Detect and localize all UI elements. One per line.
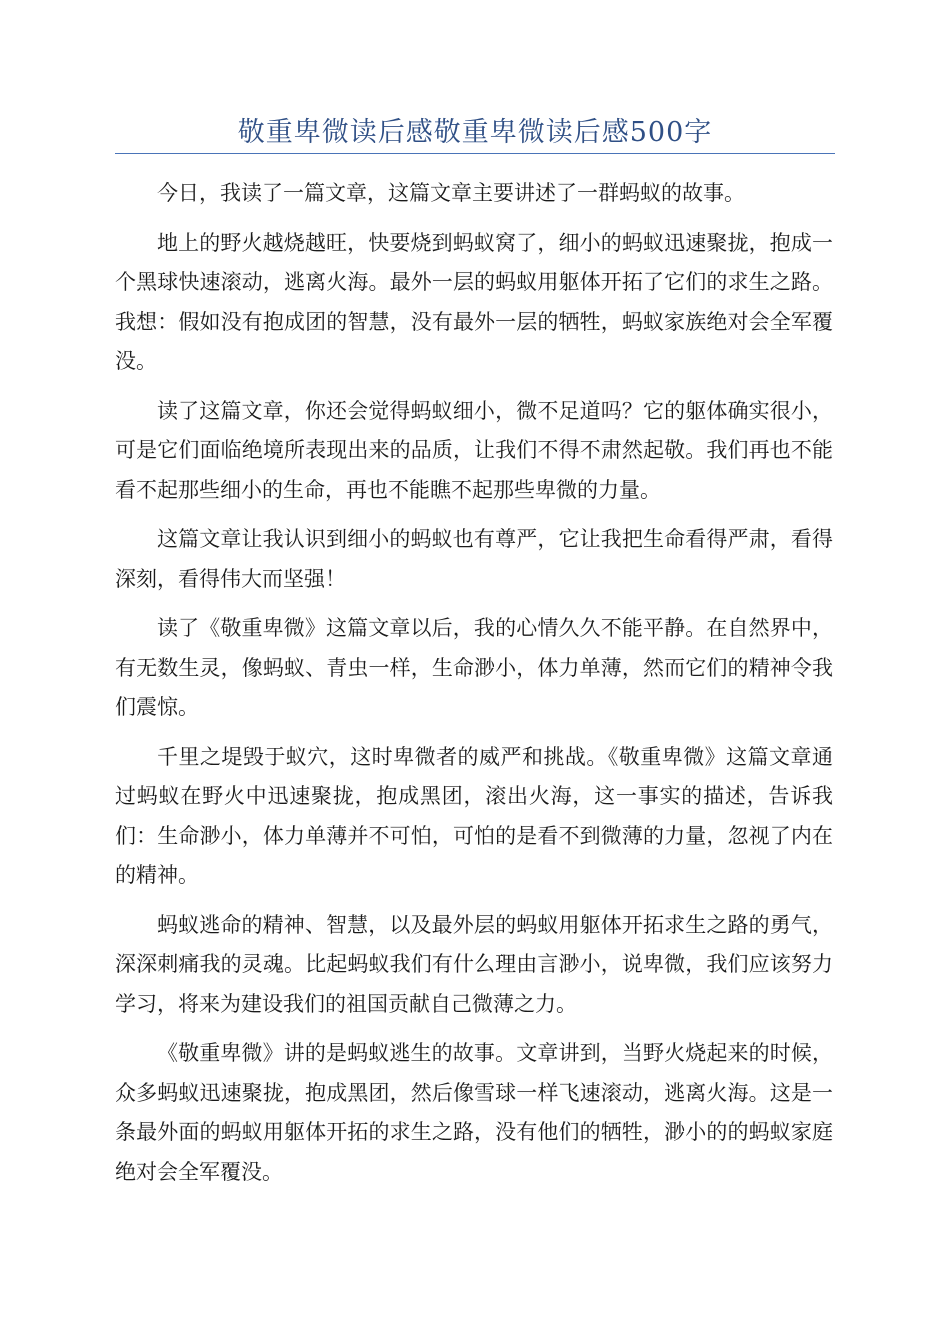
title-underline [115,153,835,154]
article-body [115,174,833,1202]
paragraph: 蚂蚁逃命的精神、智慧，以及最外层的蚂蚁用躯体开拓求生之路的勇气，深深刺痛我的灵魂。比起蚂蚁我们有什么理由言渺小，说卑微，我们应该努力学习，将来为建设我们的祖国贡献自己微薄之力。 [115,912,833,1016]
paragraph: 读了《敬重卑微》这篇文章以后，我的心情久久不能平静。在自然界中，有无数生灵，像蚂蚁、青虫一样，生命渺小，体力单薄，然而它们的精神令我们震惊。 [115,616,833,719]
paragraph: 读了这篇文章，你还会觉得蚂蚁细小，微不足道吗？它的躯体确实很小，可是它们面临绝境所表现出来的品质，让我们不得不肃然起敬。我们再也不能看不起那些细小的生命，再也不能瞧不起那些卑微的力量。 [115,398,833,502]
paragraph: 千里之堤毁于蚁穴，这时卑微者的威严和挑战。《敬重卑微》这篇文章通过蚂蚁在野火中迅速聚拢，抱成黑团，滚出火海，这一事实的描述，告诉我们：生命渺小，体力单薄并不可怕，可怕的是看不到微薄的力量，忽视了内在的精神。 [115,744,833,887]
paragraph: 地上的野火越烧越旺，快要烧到蚂蚁窝了，细小的蚂蚁迅速聚拢，抱成一个黑球快速滚动，逃离火海。最外一层的蚂蚁用躯体开拓了它们的求生之路。我想：假如没有抱成团的智慧，没有最外一层的牺牲，蚂蚁家族绝对会全军覆没。 [115,230,833,373]
paragraph: 这篇文章让我认识到细小的蚂蚁也有尊严，它让我把生命看得严肃，看得深刻，看得伟大而坚强！ [115,527,833,591]
page-title: 敬重卑微读后感敬重卑微读后感500字 [237,117,713,148]
paragraph: 《敬重卑微》讲的是蚂蚁逃生的故事。文章讲到，当野火烧起来的时候，众多蚂蚁迅速聚拢，抱成黑团，然后像雪球一样飞速滚动，逃离火海。这是一条最外面的蚂蚁用躯体开拓的求生之路，没有他们的牺牲，渺小的的蚂蚁家庭绝对会全军覆没。 [115,1041,833,1184]
paragraph: 今日，我读了一篇文章，这篇文章主要讲述了一群蚂蚁的故事。 [157,181,745,205]
